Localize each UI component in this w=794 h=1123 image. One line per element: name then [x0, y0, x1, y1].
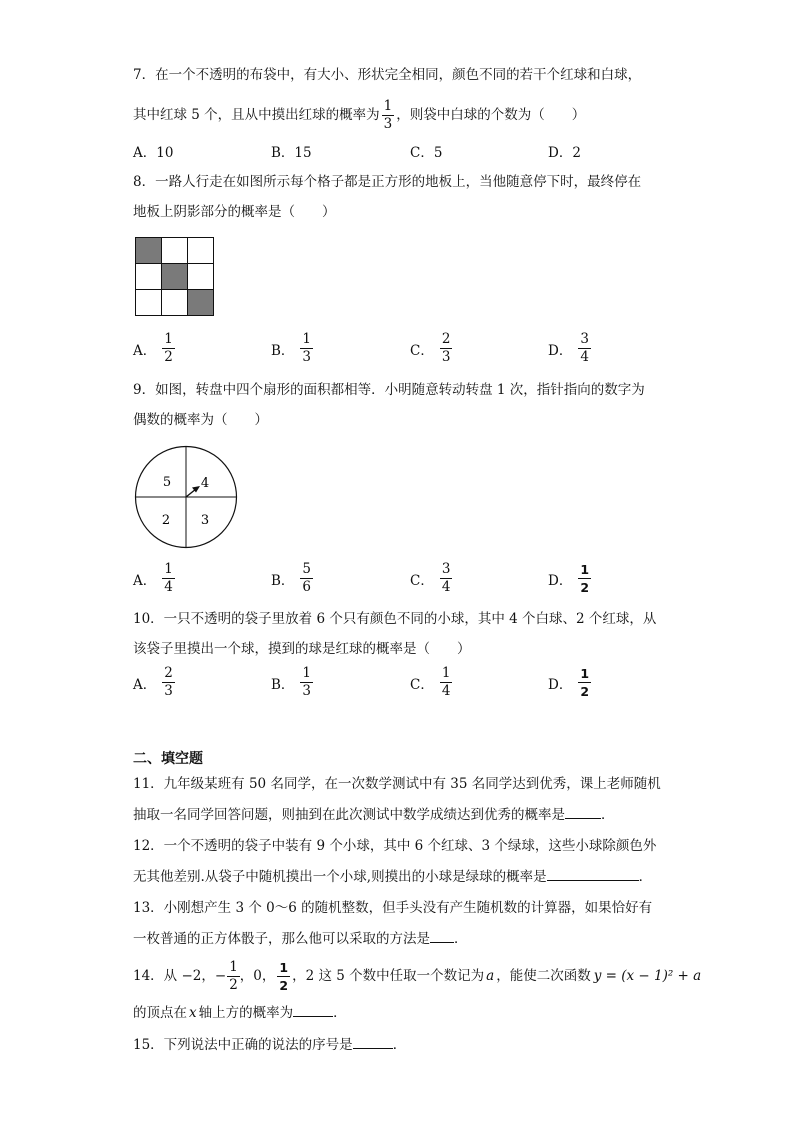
q11-line2-end: ．	[601, 807, 615, 823]
numerator: 1	[441, 665, 451, 681]
q14-line2-end: ．	[333, 1005, 347, 1021]
denominator: 4	[580, 349, 589, 365]
q10-option-d-letter: D．	[548, 676, 573, 693]
q9-option-d-letter: D．	[548, 572, 573, 589]
q7-line2-text-b: ，则袋中白球的个数为（ ）	[396, 107, 586, 123]
q8-line1: 8．一路人行走在如图所示每个格子都是正方形的地板上，当他随意停下时，最终停在	[133, 174, 642, 190]
q9-line2: 偶数的概率为（ ）	[133, 412, 268, 428]
q8-option-d-letter: D．	[548, 342, 573, 359]
numerator: 3	[441, 561, 451, 577]
q8-option-c[interactable]	[410, 332, 452, 365]
denominator: 2	[229, 976, 238, 993]
q7-line2	[133, 97, 586, 132]
denominator: 2	[279, 977, 289, 993]
q14-line1	[133, 960, 701, 992]
q10-option-a-fraction	[162, 666, 175, 699]
q8-option-a[interactable]	[133, 332, 175, 365]
q14-line2-text-b: 轴上方的概率为	[198, 1005, 294, 1021]
q12-answer-blank[interactable]	[547, 867, 639, 881]
numerator: 1	[229, 958, 238, 975]
q9-option-c[interactable]	[410, 562, 452, 595]
q14-line2-text-a: 的顶点在	[133, 1005, 187, 1021]
numerator: 5	[302, 561, 312, 577]
q10-line1: 10．一只不透明的袋子里放着 6 个只有颜色不同的小球，其中 4 个白球、2 个红球，从	[133, 611, 657, 627]
q9-option-b-fraction	[300, 562, 313, 595]
q12-line2-end: ．	[638, 869, 653, 885]
q15-answer-blank[interactable]	[353, 1035, 393, 1049]
q8-option-c-fraction	[440, 332, 453, 365]
numerator: 3	[580, 331, 589, 347]
q10-option-a-letter: A．	[133, 676, 157, 693]
q14-text-b: ，0，	[239, 968, 276, 984]
q12-line2-text: 无其他差别.从袋子中随机摸出一个小球,则摸出的小球是绿球的概率是	[133, 869, 547, 885]
spinner-label-bottom-right: 3	[200, 513, 210, 528]
q9-spinner-figure	[134, 445, 238, 549]
q13-line2-end: ．	[454, 931, 468, 947]
q14-variable-x: x	[189, 1005, 197, 1021]
q7-option-a[interactable]: A．10	[133, 145, 174, 161]
denominator: 3	[302, 349, 312, 365]
q14-frac1-sign: −	[214, 968, 227, 984]
denominator: 3	[164, 683, 173, 699]
q10-option-b[interactable]	[271, 666, 313, 699]
q9-option-a-letter: A．	[133, 572, 157, 589]
spinner-label-bottom-left: 2	[161, 513, 171, 528]
q8-option-b-letter: B．	[271, 342, 295, 359]
q8-option-c-letter: C．	[410, 342, 434, 359]
q15-line1-text: 15．下列说法中正确的说法的序号是	[133, 1037, 353, 1053]
numerator: 1	[279, 959, 289, 975]
grid-shaded-cell-3	[188, 290, 214, 316]
q10-option-b-letter: B．	[271, 676, 295, 693]
q10-option-c[interactable]	[410, 666, 452, 699]
q15-line1-end: ．	[392, 1037, 407, 1053]
denominator: 3	[441, 349, 451, 365]
q8-option-a-letter: A．	[133, 342, 157, 359]
denominator: 4	[441, 579, 451, 595]
q12-line1: 12．一个不透明的袋子中装有 9 个小球，其中 6 个红球、3 个绿球，这些小球除颜色外	[133, 838, 657, 854]
q10-option-c-letter: C．	[410, 676, 434, 693]
q7-option-b[interactable]: B．15	[271, 145, 312, 161]
q11-line2	[133, 805, 615, 824]
q11-line2-text: 抽取一名同学回答问题，则抽到在此次测试中数学成绩达到优秀的概率是	[133, 807, 565, 823]
q9-option-b-letter: B．	[271, 572, 295, 589]
q14-text-c: ，2 这 5 个数中任取一个数记为	[292, 968, 485, 984]
q14-text-a: 14．从 −2，	[133, 968, 215, 984]
denominator: 4	[441, 683, 451, 699]
spinner-label-top-right: 4	[200, 476, 210, 491]
q8-option-b-fraction	[300, 332, 313, 365]
q13-line2-text: 一枚普通的正方体骰子，那么他可以采取的方法是	[133, 931, 430, 947]
numerator: 2	[441, 331, 451, 347]
q9-option-c-letter: C．	[410, 572, 434, 589]
q14-quadratic-formula: y = (x − 1)² + a	[593, 968, 702, 984]
q12-line2	[133, 867, 652, 886]
q10-option-a[interactable]	[133, 666, 175, 699]
q9-option-b[interactable]	[271, 562, 313, 595]
q10-option-c-fraction	[440, 666, 453, 699]
grid-shaded-cell-1	[136, 238, 162, 264]
q10-option-d[interactable]	[548, 666, 591, 699]
q9-line1: 9．如图，转盘中四个扇形的面积都相等．小明随意转动转盘 1 次，指针指向的数字为	[133, 382, 645, 398]
q14-text-d: ，能使二次函数	[496, 968, 591, 984]
q14-answer-blank[interactable]	[293, 1003, 333, 1017]
q14-line2	[133, 1003, 347, 1022]
numerator: 1	[164, 331, 173, 347]
q13-line2	[133, 929, 468, 948]
q8-option-d-fraction	[578, 332, 591, 365]
denominator: 3	[302, 683, 312, 699]
q9-option-a-fraction	[162, 562, 175, 595]
denominator: 4	[164, 579, 173, 595]
q8-line2: 地板上阴影部分的概率是（ ）	[133, 204, 336, 220]
q14-fraction-half	[277, 960, 290, 993]
q9-option-d-fraction	[578, 562, 591, 595]
q7-line2-text-a: 其中红球 5 个，且从中摸出红球的概率为	[133, 107, 380, 123]
spinner-label-top-left: 5	[162, 475, 172, 490]
q7-fraction-denominator: 3	[383, 115, 393, 132]
q13-answer-blank[interactable]	[430, 929, 454, 943]
q8-option-d[interactable]	[548, 332, 591, 365]
q10-line2: 该袋子里摸出一个球，摸到的球是红球的概率是（ ）	[133, 641, 471, 657]
denominator: 2	[580, 684, 590, 699]
numerator: 1	[580, 666, 590, 681]
numerator: 2	[164, 665, 173, 681]
numerator: 1	[164, 561, 173, 577]
numerator: 1	[580, 562, 590, 577]
q11-line1: 11．九年级某班有 50 名同学，在一次数学测试中有 35 名同学达到优秀，课上老师随机	[133, 776, 661, 792]
q7-probability-fraction	[382, 99, 395, 132]
q15-line1	[133, 1035, 406, 1054]
q8-floor-grid-figure	[135, 237, 215, 317]
q13-line1: 13．小刚想产生 3 个 0～6 的随机整数，但手头没有产生随机数的计算器，如果恰好有	[133, 900, 653, 916]
q10-option-d-fraction	[578, 666, 591, 699]
numerator: 1	[302, 331, 312, 347]
q8-option-a-fraction	[162, 332, 175, 365]
denominator: 2	[580, 580, 590, 595]
q7-fraction-numerator: 1	[383, 97, 393, 114]
q7-option-c[interactable]: C．5	[410, 145, 443, 161]
q14-variable-a: a	[486, 968, 495, 984]
q7-line1: 7．在一个不透明的布袋中，有大小、形状完全相同，颜色不同的若干个红球和白球，	[133, 67, 642, 83]
denominator: 6	[302, 579, 312, 595]
section-heading-fill-in: 二、填空题	[133, 751, 203, 767]
q11-answer-blank[interactable]	[565, 805, 601, 819]
q14-fraction-negative-half	[227, 960, 240, 993]
numerator: 1	[302, 665, 312, 681]
q9-option-d[interactable]	[548, 562, 591, 595]
q9-option-c-fraction	[440, 562, 453, 595]
denominator: 2	[164, 349, 173, 365]
q9-option-a[interactable]	[133, 562, 175, 595]
grid-shaded-cell-2	[162, 264, 188, 290]
q7-option-d[interactable]: D．2	[548, 145, 581, 161]
q8-option-b[interactable]	[271, 332, 313, 365]
q10-option-b-fraction	[300, 666, 313, 699]
